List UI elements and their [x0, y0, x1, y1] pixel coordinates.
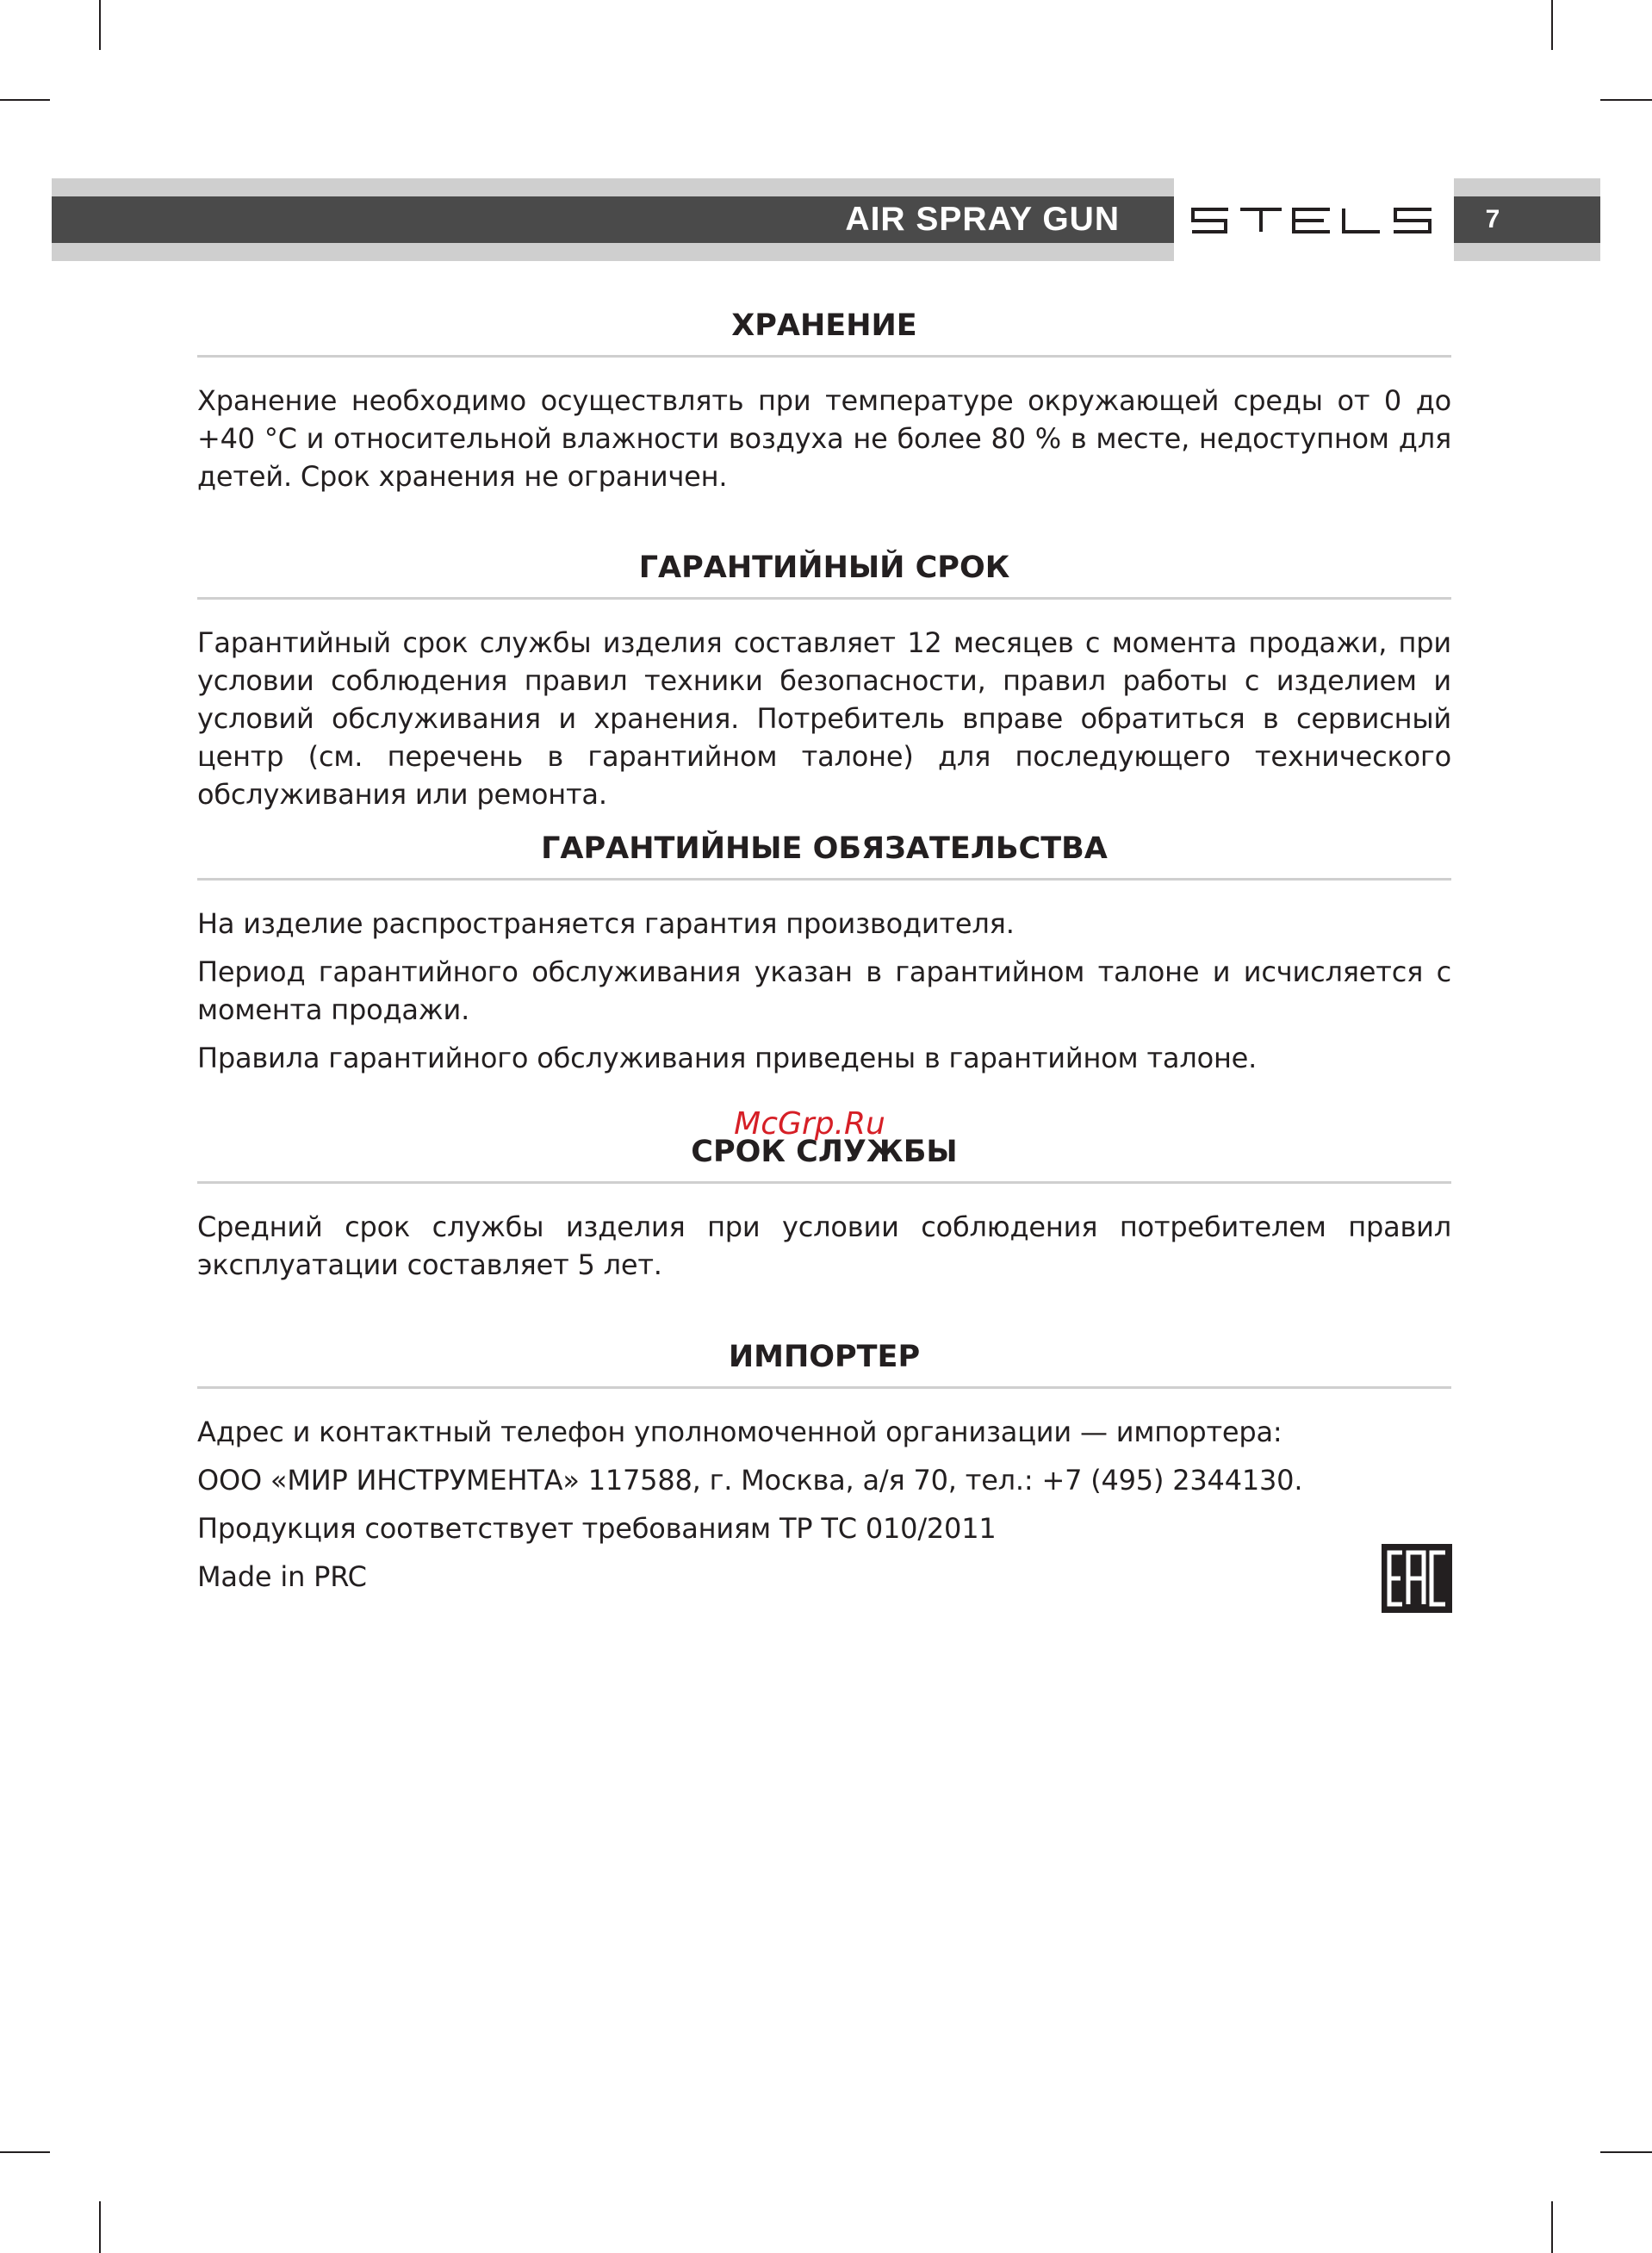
paragraph: Средний срок службы изделия при условии соблюдения потребителем правил эксплуатации составляет 5 лет.: [197, 1211, 1451, 1281]
section-title: ХРАНЕНИЕ: [197, 305, 1451, 358]
section-importer: [197, 1336, 1451, 1606]
page-number: 7: [1485, 205, 1500, 233]
paragraph: На изделие распространяется гарантия производителя.: [197, 907, 1015, 940]
section-warranty-obligations: [197, 828, 1451, 1087]
section-warranty-period: [197, 547, 1451, 824]
watermark: McGrp.Ru: [734, 1106, 885, 1142]
section-storage: [197, 305, 1451, 506]
header-title: AIR SPRAY GUN: [845, 201, 1120, 238]
crop-mark: [0, 99, 50, 101]
crop-mark: [99, 0, 101, 50]
section-title: ИМПОРТЕР: [197, 1336, 1451, 1389]
paragraph: Made in PRC: [197, 1560, 367, 1593]
paragraph: ООО «МИР ИНСТРУМЕНТА» 117588, г. Москва, а/я 70, тел.: +7 (495) 2344130.: [197, 1464, 1303, 1497]
crop-mark: [1551, 0, 1553, 50]
crop-mark: [1600, 2151, 1652, 2153]
crop-mark: [0, 2151, 50, 2153]
brand-logo: [1190, 207, 1435, 234]
section-service-life: [197, 1131, 1451, 1294]
eac-mark-icon: [1382, 1544, 1452, 1613]
paragraph: Адрес и контактный телефон уполномоченной организации — импортера:: [197, 1416, 1282, 1448]
section-title: ГАРАНТИЙНЫЕ ОБЯЗАТЕЛЬСТВА: [197, 828, 1451, 881]
paragraph: Период гарантийного обслуживания указан в гарантийном талоне и исчисляется с момента продажи.: [197, 955, 1451, 1026]
section-title: ГАРАНТИЙНЫЙ СРОК: [197, 547, 1451, 600]
crop-mark: [1551, 2201, 1553, 2253]
crop-mark: [1600, 99, 1652, 101]
crop-mark: [99, 2201, 101, 2253]
section-title: СРОК СЛУЖБЫ: [197, 1131, 1451, 1184]
paragraph: Правила гарантийного обслуживания приведены в гарантийном талоне.: [197, 1042, 1258, 1074]
paragraph: Продукция соответствует требованиям ТР ТС 010/2011: [197, 1512, 997, 1545]
paragraph: Гарантийный срок службы изделия составляет 12 месяцев с момента продажи, при условии соблюдения правил техники безопасности, правил работы с изделием и условий обслуживания и хранения. Потребитель вправе обратиться в сервисный центр (см. перечень в гарантийном талоне) для последующего технического обслуживания или ремонта.: [197, 626, 1451, 811]
paragraph: Хранение необходимо осуществлять при температуре окружающей среды от 0 до +40 °C и относительной влажности воздуха не более 80 % в месте, недоступном для детей. Срок хранения не ограничен.: [197, 384, 1451, 493]
